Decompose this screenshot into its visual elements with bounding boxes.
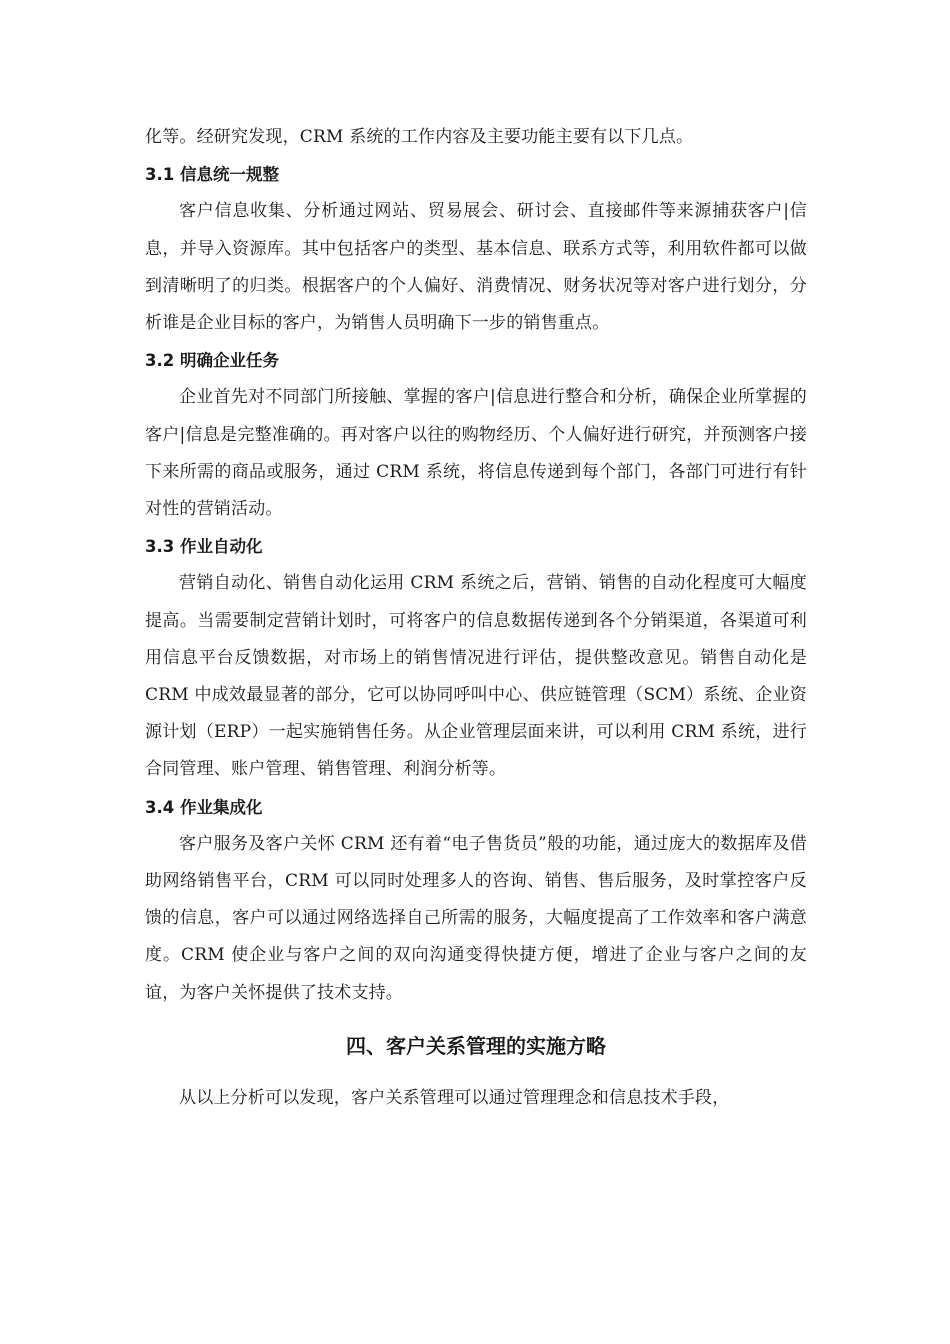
section-body-3-1: 客户信息收集、分析通过网站、贸易展会、研讨会、直接邮件等来源捕获客户|信息，并导入资源库。其中包括客户的类型、基本信息、联系方式等，利用软件都可以做到清晰明了的归类。根据客户的个人偏好、消费情况、财务状况等对客户进行划分，分析谁是企业目标的客户，为销售人员明确下一步的销售重点。: [145, 201, 807, 334]
section-body-3-3: 营销自动化、销售自动化运用 CRM 系统之后，营销、销售的自动化程度可大幅度提高。当需要制定营销计划时，可将客户的信息数据传递到各个分销渠道，各渠道可利用信息平台反馈数据，对市场上的销售情况进行评估，提供整改意见。销售自动化是 CRM 中成效最显著的部分，它可以协同呼叫中心、供应链管理（SCM）系统、企业资源计划（ERP）一起实施销售任务。从企业管理层面来讲，可以利用 CRM 系统，进行合同管理、账户管理、销售管理、利润分析等。: [145, 573, 807, 780]
section-heading-3-2: 3.2 明确企业任务: [145, 351, 279, 371]
section-body-3-4: 客户服务及客户关怀 CRM 还有着“电子售货员”般的功能，通过庞大的数据库及借助网络销售平台，CRM 可以同时处理多人的咨询、销售、售后服务，及时掌控客户反馈的信息，客户可以通过网络选择自己所需的服务，大幅度提高了工作效率和客户满意度。CRM 使企业与客户之间的双向沟通变得快捷方便，增进了企业与客户之间的友谊，为客户关怀提供了技术支持。: [145, 833, 807, 1003]
chapter-intro-paragraph: 从以上分析可以发现，客户关系管理可以通过管理理念和信息技术手段，: [179, 1087, 730, 1108]
section-heading-3-3: 3.3 作业自动化: [145, 537, 263, 557]
section-heading-3-4: 3.4 作业集成化: [145, 797, 263, 817]
intro-paragraph: 化等。经研究发现，CRM 系统的工作内容及主要功能主要有以下几点。: [145, 127, 694, 147]
page-content: [145, 119, 807, 1117]
section-heading-3-1: 3.1 信息统一规整: [145, 165, 279, 185]
chapter-title: 四、客户关系管理的实施方略: [346, 1033, 606, 1058]
section-body-3-2: 企业首先对不同部门所接触、掌握的客户|信息进行整合和分析，确保企业所掌握的客户|信息是完整准确的。再对客户以往的购物经历、个人偏好进行研究，并预测客户接下来所需的商品或服务，通过 CRM 系统，将信息传递到每个部门，各部门可进行有针对性的营销活动。: [145, 387, 807, 520]
